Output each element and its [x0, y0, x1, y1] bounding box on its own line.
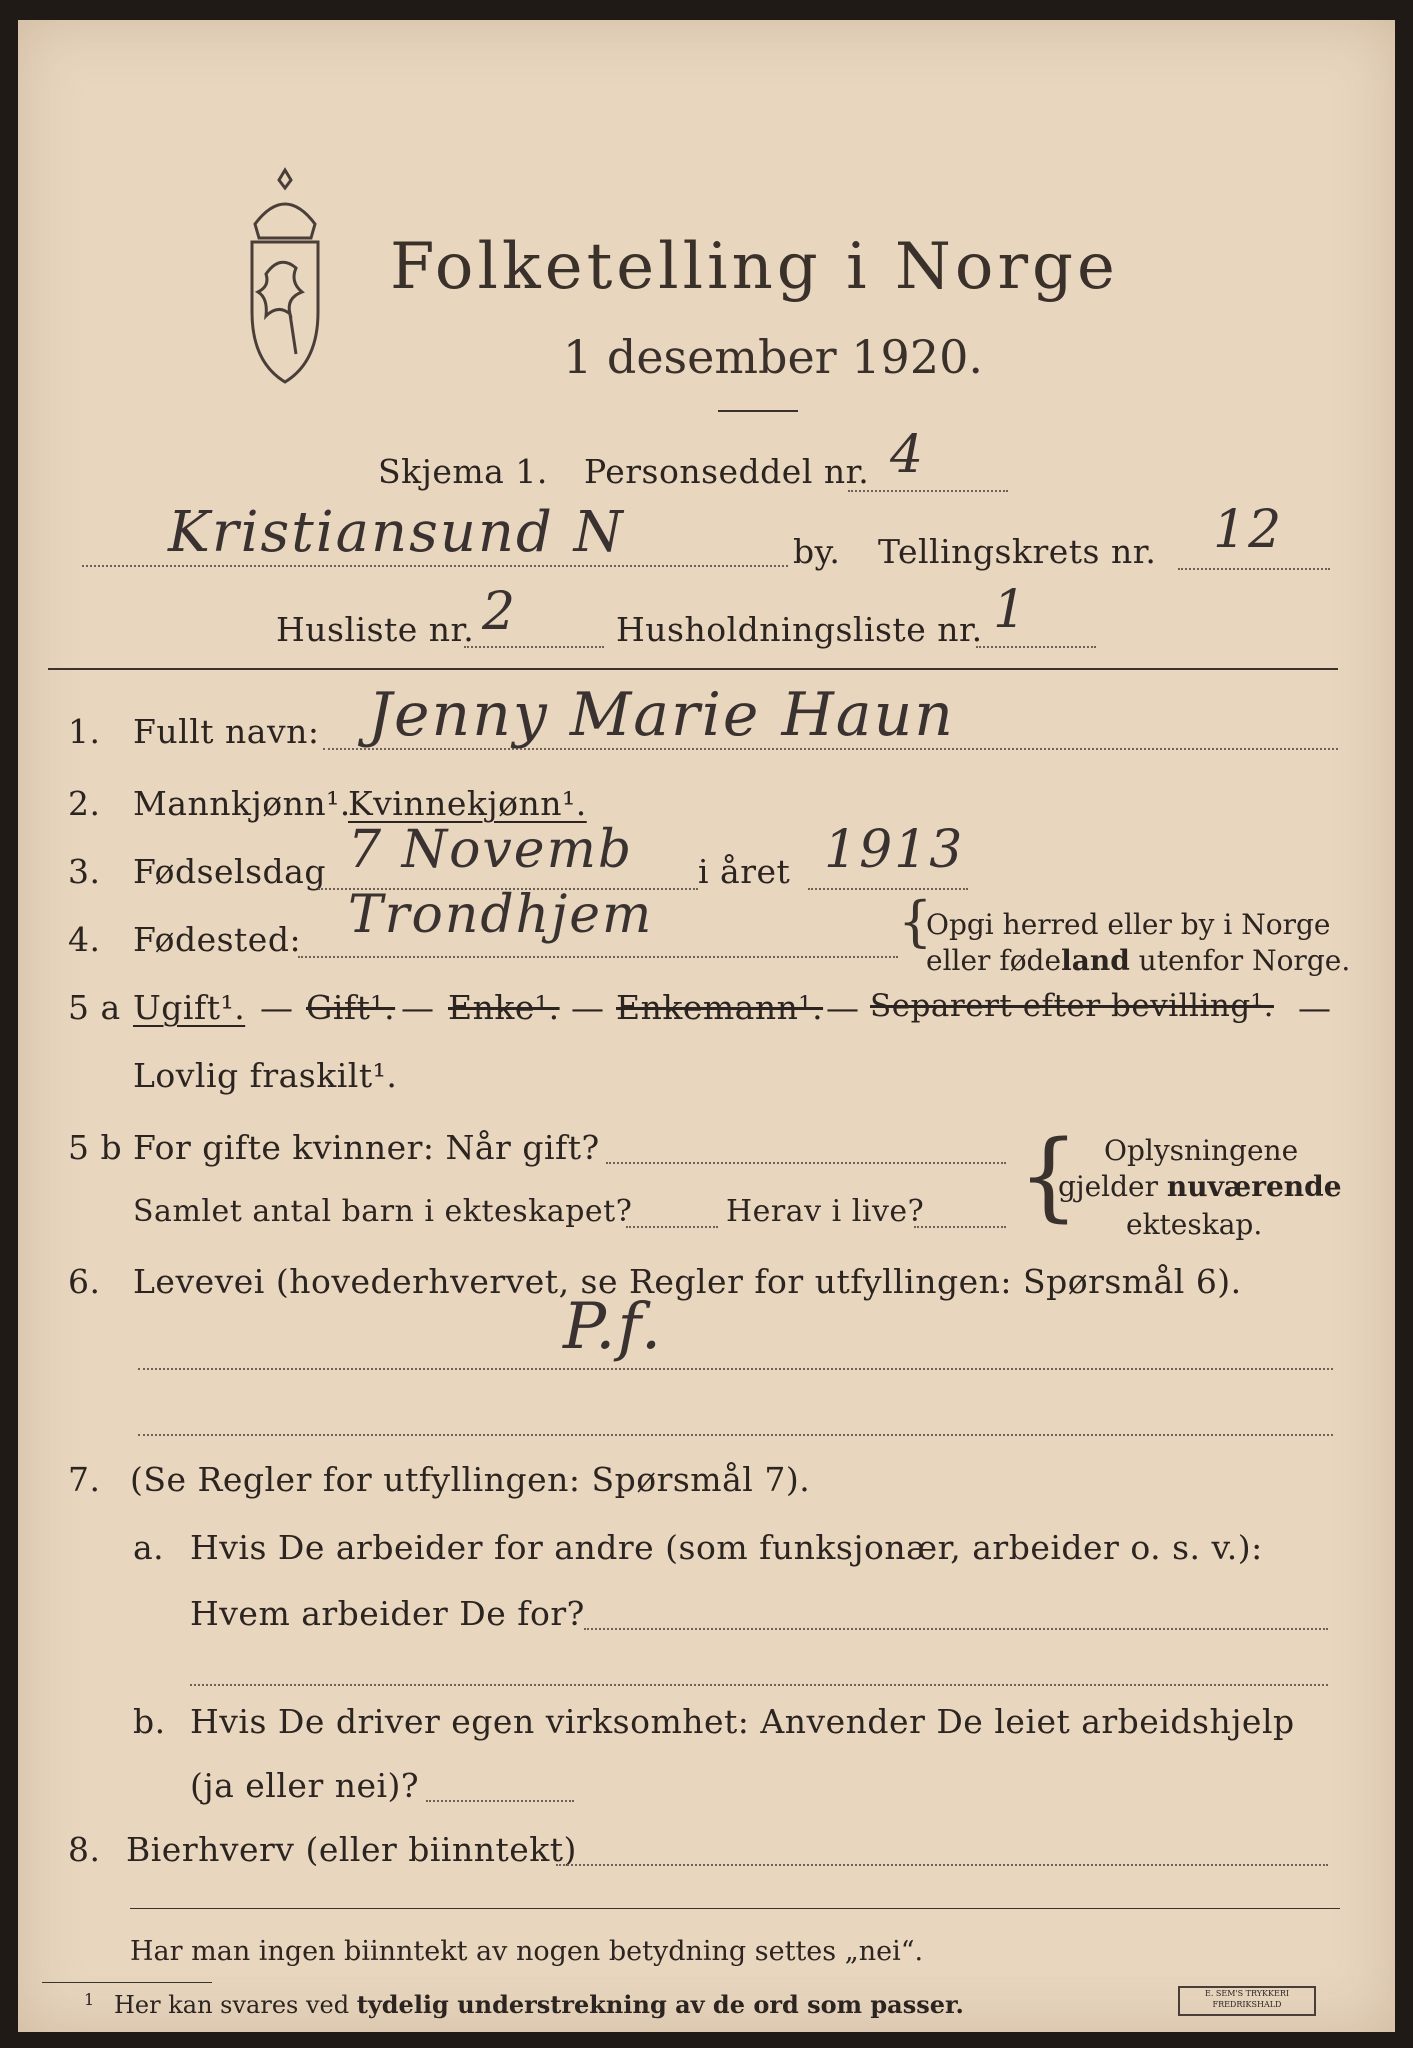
occupation-value[interactable]: P.f. [563, 1290, 664, 1364]
q6-label: Levevei (hovederhvervet, se Regler for utfyllingen: Spørsmål 6). [133, 1262, 1242, 1301]
q5a-dash: — [571, 988, 605, 1027]
q5b-married-when-label: For gifte kvinner: Når gift? [133, 1128, 600, 1167]
q5b-brace: { [1018, 1120, 1080, 1232]
header-rule [718, 410, 798, 412]
personseddel-label: Personseddel nr. [584, 452, 870, 491]
husliste-value[interactable]: 2 [482, 582, 518, 642]
form-title: Folketelling i Norge [390, 230, 1119, 304]
status-enkemann-option[interactable]: Enkemann¹. [616, 988, 824, 1027]
husholdningsliste-line [976, 646, 1096, 648]
census-form-sheet [18, 20, 1395, 2032]
biinntekt-note: Har man ingen biinntekt av nogen betydning settes „nei“. [130, 1936, 924, 1967]
q7b-letter: b. [133, 1702, 166, 1741]
birth-year-value[interactable]: 1913 [824, 820, 965, 880]
q5a-dash: — [1298, 988, 1332, 1027]
by-line [82, 565, 788, 567]
husliste-line [464, 646, 604, 648]
q1-label: Fullt navn: [133, 712, 320, 751]
footnote-text: Her kan svares ved tydelig understrekning av de ord som passer. [114, 1990, 964, 2019]
by-label: by. [793, 532, 841, 571]
q5b-number: 5 b [68, 1128, 123, 1167]
q4-line [298, 956, 898, 958]
q5b-note-line2: gjelder nuværende [1058, 1170, 1342, 1203]
printer-stamp-line2: FREDRIKSHALD [1212, 2000, 1282, 2009]
printer-stamp-line1: E. SEM'S TRYKKERI [1204, 1989, 1290, 1998]
q7a-text: Hvis De arbeider for andre (som funksjonær, arbeider o. s. v.): [190, 1528, 1263, 1567]
tellingskrets-value[interactable]: 12 [1213, 500, 1284, 560]
q5b-note-line1: Oplysningene [1104, 1134, 1299, 1167]
q3-year-line [808, 888, 968, 890]
status-gift-option[interactable]: Gift¹. [306, 988, 396, 1027]
q4-brace: { [898, 890, 933, 953]
q5b-children-label: Samlet antal barn i ekteskapet? [133, 1194, 633, 1229]
q7a-question: Hvem arbeider De for? [190, 1594, 585, 1633]
q7b-line [426, 1800, 574, 1802]
birthplace-value[interactable]: Trondhjem [348, 885, 654, 945]
q4-note-line2: eller fødeland utenfor Norge. [926, 944, 1351, 977]
tellingskrets-label: Tellingskrets nr. [878, 532, 1157, 571]
q7-number: 7. [68, 1460, 101, 1499]
q8-number: 8. [68, 1830, 101, 1869]
by-value[interactable]: Kristiansund N [168, 500, 625, 565]
q5a-dash: — [826, 988, 860, 1027]
q7a-letter: a. [133, 1528, 165, 1567]
q7-label: (Se Regler for utfyllingen: Spørsmål 7). [130, 1460, 811, 1499]
q1-number: 1. [68, 712, 101, 751]
personseddel-value[interactable]: 4 [890, 425, 926, 485]
husliste-label: Husliste nr. [276, 610, 475, 649]
q6-line1 [138, 1368, 1333, 1370]
q5b-note-line3: ekteskap. [1126, 1208, 1263, 1241]
q5b-married-when-line [606, 1162, 1006, 1164]
q5b-alive-line [914, 1226, 1006, 1228]
q6-line2 [138, 1434, 1333, 1436]
personseddel-line [848, 490, 1008, 492]
printer-stamp [1178, 1986, 1316, 2016]
skjema-label: Skjema 1. [378, 452, 548, 491]
q8-line [556, 1864, 1328, 1866]
q5b-children-line [626, 1226, 718, 1228]
q5b-alive-label: Herav i live? [726, 1194, 925, 1229]
tellingskrets-line [1178, 568, 1330, 570]
q3-number: 3. [68, 852, 101, 891]
status-ugift-option[interactable]: Ugift¹. [133, 988, 246, 1027]
q7b-text: Hvis De driver egen virksomhet: Anvender De leiet arbeidshjelp [190, 1702, 1295, 1741]
status-separert-option[interactable]: Separert efter bevilling¹. [870, 988, 1274, 1024]
status-fraskilt-option[interactable]: Lovlig fraskilt¹. [133, 1056, 398, 1095]
norwegian-coat-of-arms-icon [230, 164, 340, 394]
q7a-line2 [190, 1684, 1328, 1686]
q5a-dash: — [260, 988, 294, 1027]
q5a-dash: — [401, 988, 435, 1027]
gender-female-option[interactable]: Kvinnekjønn¹. [348, 784, 587, 823]
census-date: 1 desember 1920. [563, 330, 983, 384]
full-name-value[interactable]: Jenny Marie Haun [368, 680, 955, 750]
footnote-mark: 1 [84, 1990, 95, 2009]
birth-day-month-value[interactable]: 7 Novemb [348, 820, 634, 880]
q4-number: 4. [68, 920, 101, 959]
husholdningsliste-value[interactable]: 1 [993, 580, 1029, 640]
note-rule [130, 1908, 1340, 1909]
status-enke-option[interactable]: Enke¹. [448, 988, 560, 1027]
q7a-line1 [584, 1628, 1328, 1630]
q3-label: Fødselsdag [133, 852, 326, 891]
q4-label: Fødested: [133, 920, 302, 959]
q2-number: 2. [68, 784, 101, 823]
section-divider [48, 668, 1338, 670]
q4-note-line1: Opgi herred eller by i Norge [926, 908, 1331, 941]
q5a-number: 5 a [68, 988, 121, 1027]
q8-label: Bierhverv (eller biinntekt) [126, 1830, 577, 1869]
q3-year-label: i året [698, 852, 791, 891]
gender-male-option[interactable]: Mannkjønn¹. [133, 784, 351, 823]
q7b-question: (ja eller nei)? [190, 1766, 420, 1805]
q6-number: 6. [68, 1262, 101, 1301]
footnote-rule [42, 1982, 212, 1983]
husholdningsliste-label: Husholdningsliste nr. [616, 610, 983, 649]
